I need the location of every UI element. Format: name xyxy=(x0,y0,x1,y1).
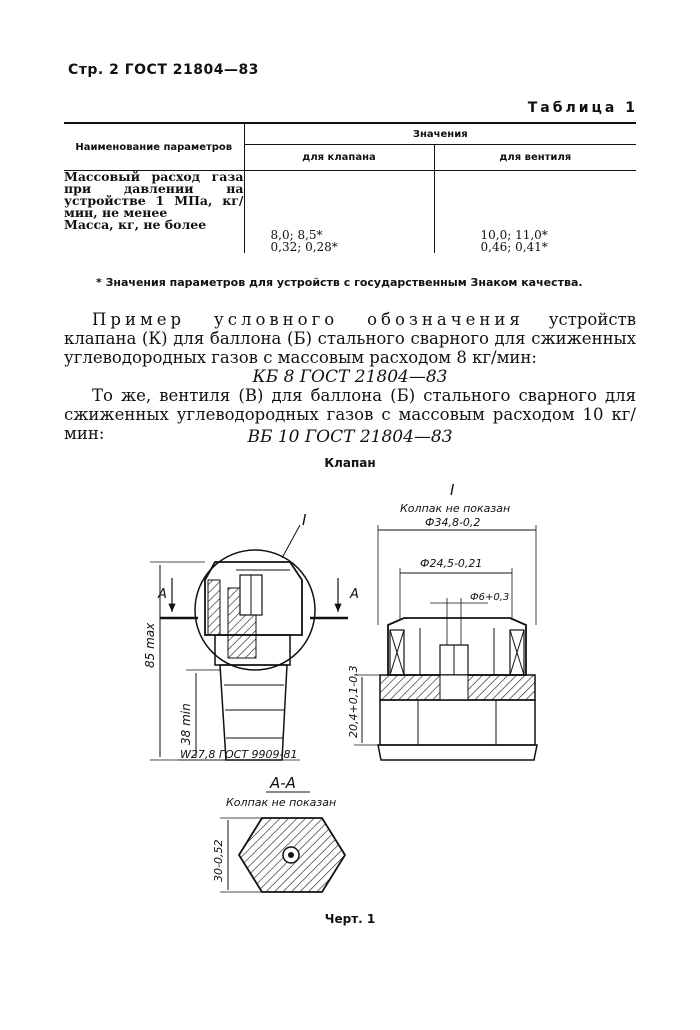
detail-label-I: I xyxy=(302,511,307,529)
dim-diameter-24: Ф24,5-0,21 xyxy=(420,557,483,570)
section-A-A xyxy=(212,774,345,892)
example-paragraph-2: То же, вентиля (В) для баллона (Б) стального сварного для сжиженных углеводородных газов с массовым расходом 10 кг/мин: xyxy=(64,386,636,443)
example-text: устройств клапана (К) для баллона (Б) стального сварного для сжиженных углеводородных газов с массовым расходом 8 кг/мин: xyxy=(64,310,636,367)
row-1-vent: 10,0; 11,0* xyxy=(480,228,548,242)
cap-note-1: Колпак не показан xyxy=(400,502,511,515)
table-title: Таблица 1 xyxy=(527,100,638,116)
dim-38-min: 38 min xyxy=(179,703,193,745)
parameters-table xyxy=(64,122,636,253)
section-arrow-A-left: A xyxy=(158,587,167,602)
dim-20-4: 20,4+0,1-0,3 xyxy=(347,665,360,738)
dim-30: 30-0,52 xyxy=(212,839,225,882)
figure-caption: Клапан xyxy=(324,456,376,470)
row-2-valve: 0,32; 0,28* xyxy=(270,240,338,254)
table-row xyxy=(64,171,636,254)
col-valve-header: для клапана xyxy=(244,145,434,171)
dim-diameter-34: Ф34,8-0,2 xyxy=(425,516,481,529)
footnote: * Значения параметров для устройств с государственным Знаком качества. xyxy=(96,276,583,289)
right-view xyxy=(347,481,537,760)
cap-note-2: Колпак не показан xyxy=(226,796,337,809)
example-paragraph-1 xyxy=(64,310,636,367)
row-name xyxy=(64,171,244,254)
section-label: А-А xyxy=(270,774,296,792)
valve-drawing xyxy=(0,470,700,940)
col-name-header: Наименование параметров xyxy=(64,123,244,171)
designation-1: КБ 8 ГОСТ 21804—83 xyxy=(252,367,448,387)
section-arrow-A-right: A xyxy=(350,587,359,602)
left-view xyxy=(143,511,359,761)
page-header: Стр. 2 ГОСТ 21804—83 xyxy=(68,62,259,78)
valve-values xyxy=(244,171,434,254)
row-2-vent: 0,46; 0,41* xyxy=(480,240,548,254)
col-vent-header: для вентиля xyxy=(434,145,636,171)
designation-2: ВБ 10 ГОСТ 21804—83 xyxy=(247,427,453,447)
drawing-caption: Черт. 1 xyxy=(324,912,376,926)
row-1-valve: 8,0; 8,5* xyxy=(270,228,323,242)
dim-85-max: 85 max xyxy=(143,622,157,668)
detail-label-I-right: I xyxy=(450,481,455,499)
thread-note: W27,8 ГОСТ 9909-81 xyxy=(180,748,298,761)
dim-diameter-6: Ф6+0,3 xyxy=(470,592,510,603)
vent-values xyxy=(434,171,636,254)
row-2-name: Масса, кг, не более xyxy=(64,217,207,232)
row-1-name: Массовый расход газа при давлении на устройстве 1 МПа, кг/мин, не менее xyxy=(64,169,244,220)
col-values-header: Значения xyxy=(244,123,636,145)
example-lead: Пример условного обозначения xyxy=(92,310,524,329)
